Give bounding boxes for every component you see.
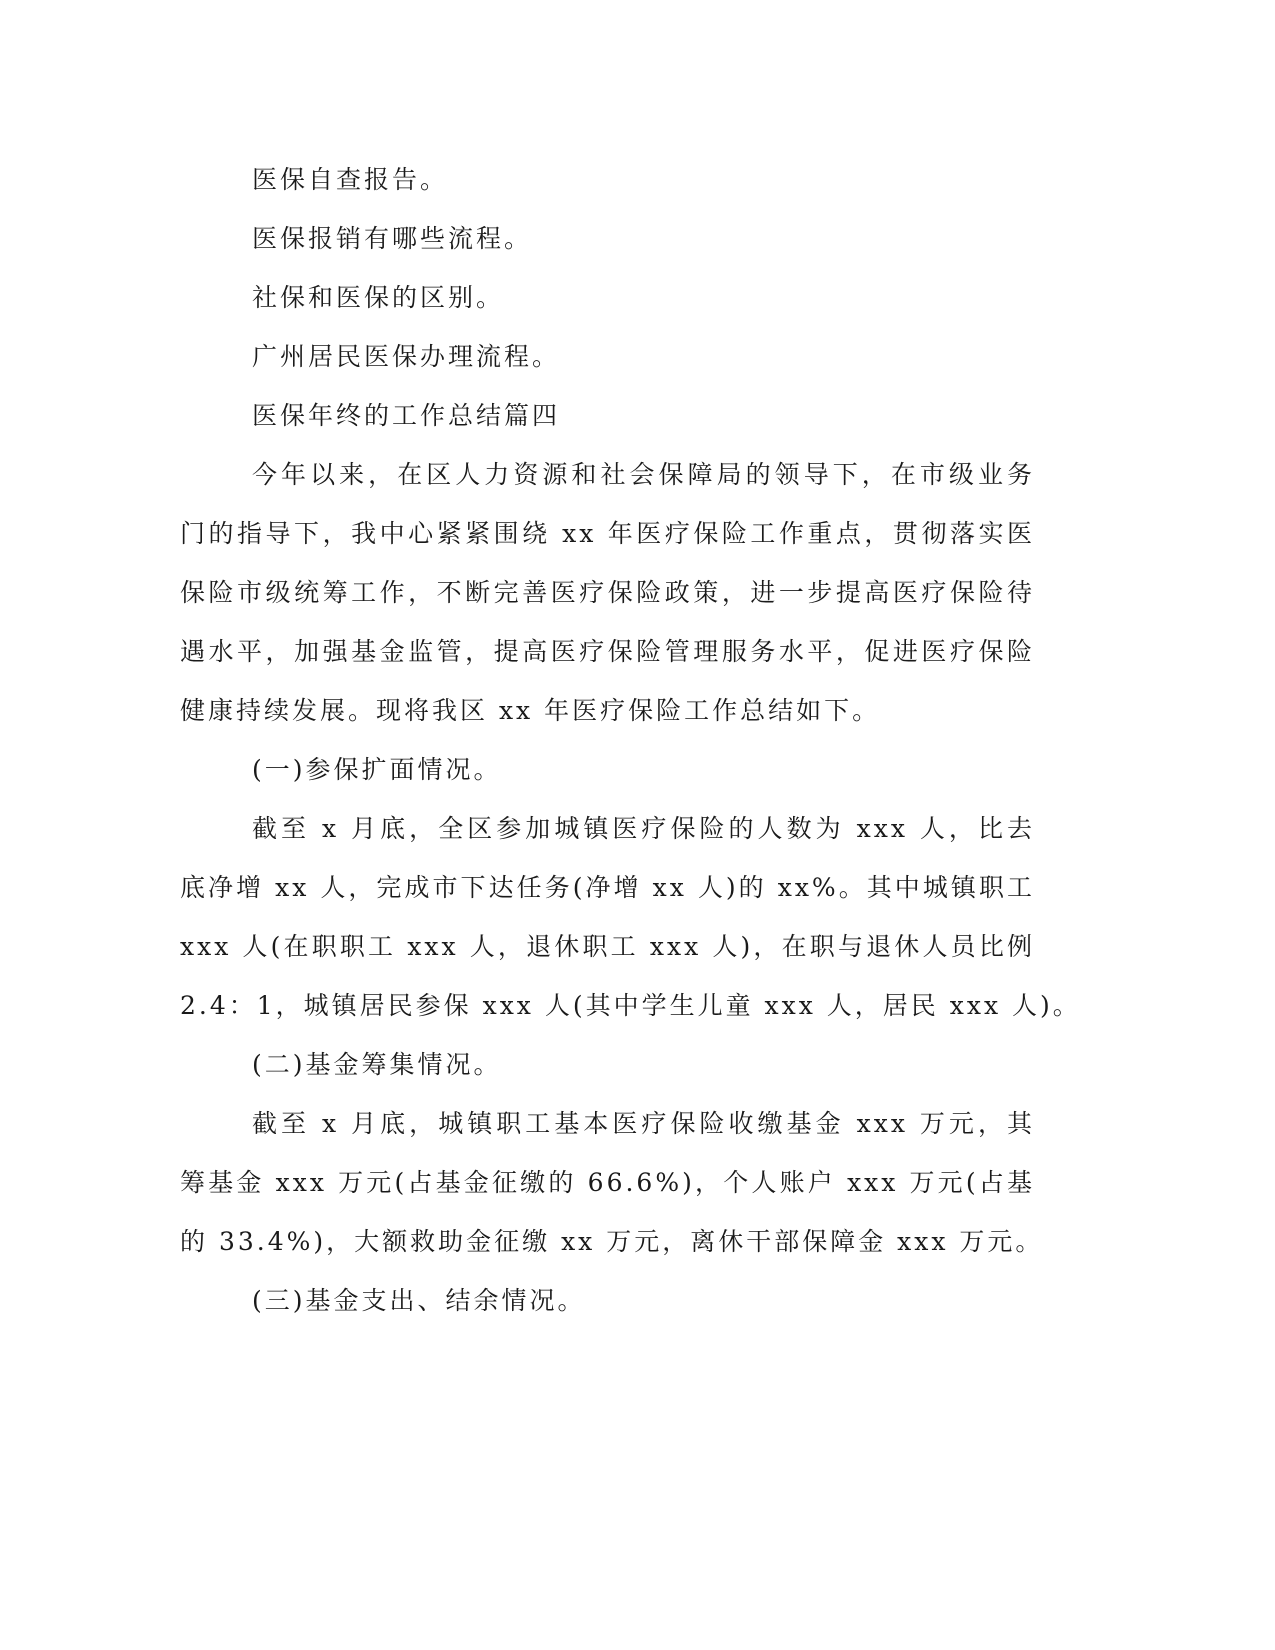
- section-heading: 医保年终的工作总结篇四: [252, 401, 561, 430]
- list-item-self-check-report: 医保自查报告。: [252, 165, 449, 194]
- subsection-heading-fund-expenditure: (三)基金支出、结余情况。: [252, 1286, 586, 1315]
- paragraph-line: 门的指导下，我中心紧紧围绕 xx 年医疗保险工作重点，贯彻落实医: [180, 519, 1035, 548]
- paragraph-line: 2.4：1，城镇居民参保 xxx 人(其中学生儿童 xxx 人，居民 xxx 人)。: [180, 991, 1081, 1020]
- list-item-guangzhou-enrollment: 广州居民医保办理流程。: [252, 342, 561, 371]
- paragraph-line: 保险市级统筹工作，不断完善医疗保险政策，进一步提高医疗保险待: [180, 578, 1035, 607]
- document-body: [180, 150, 1081, 1330]
- paragraph-line: 遇水平，加强基金监管，提高医疗保险管理服务水平，促进医疗保险: [180, 637, 1035, 666]
- paragraph-line: 截至 x 月底，城镇职工基本医疗保险收缴基金 xxx 万元，其: [252, 1109, 1035, 1138]
- subsection-heading-enrollment: (一)参保扩面情况。: [252, 755, 502, 784]
- list-item-reimbursement-process: 医保报销有哪些流程。: [252, 224, 533, 253]
- paragraph-line: 今年以来，在区人力资源和社会保障局的领导下，在市级业务: [252, 460, 1035, 489]
- paragraph-line: 筹基金 xxx 万元(占基金征缴的 66.6%)，个人账户 xxx 万元(占基: [180, 1168, 1035, 1197]
- paragraph-line: 健康持续发展。现将我区 xx 年医疗保险工作总结如下。: [180, 696, 881, 725]
- paragraph-line: 底净增 xx 人，完成市下达任务(净增 xx 人)的 xx%。其中城镇职工: [180, 873, 1035, 902]
- paragraph-line: xxx 人(在职职工 xxx 人，退休职工 xxx 人)，在职与退休人员比例: [180, 932, 1035, 961]
- list-item-social-vs-medical-insurance: 社保和医保的区别。: [252, 283, 505, 312]
- paragraph-line: 的 33.4%)，大额救助金征缴 xx 万元，离休干部保障金 xxx 万元。: [180, 1227, 1044, 1256]
- paragraph-line: 截至 x 月底，全区参加城镇医疗保险的人数为 xxx 人，比去: [252, 814, 1035, 843]
- subsection-heading-fund-raising: (二)基金筹集情况。: [252, 1050, 502, 1079]
